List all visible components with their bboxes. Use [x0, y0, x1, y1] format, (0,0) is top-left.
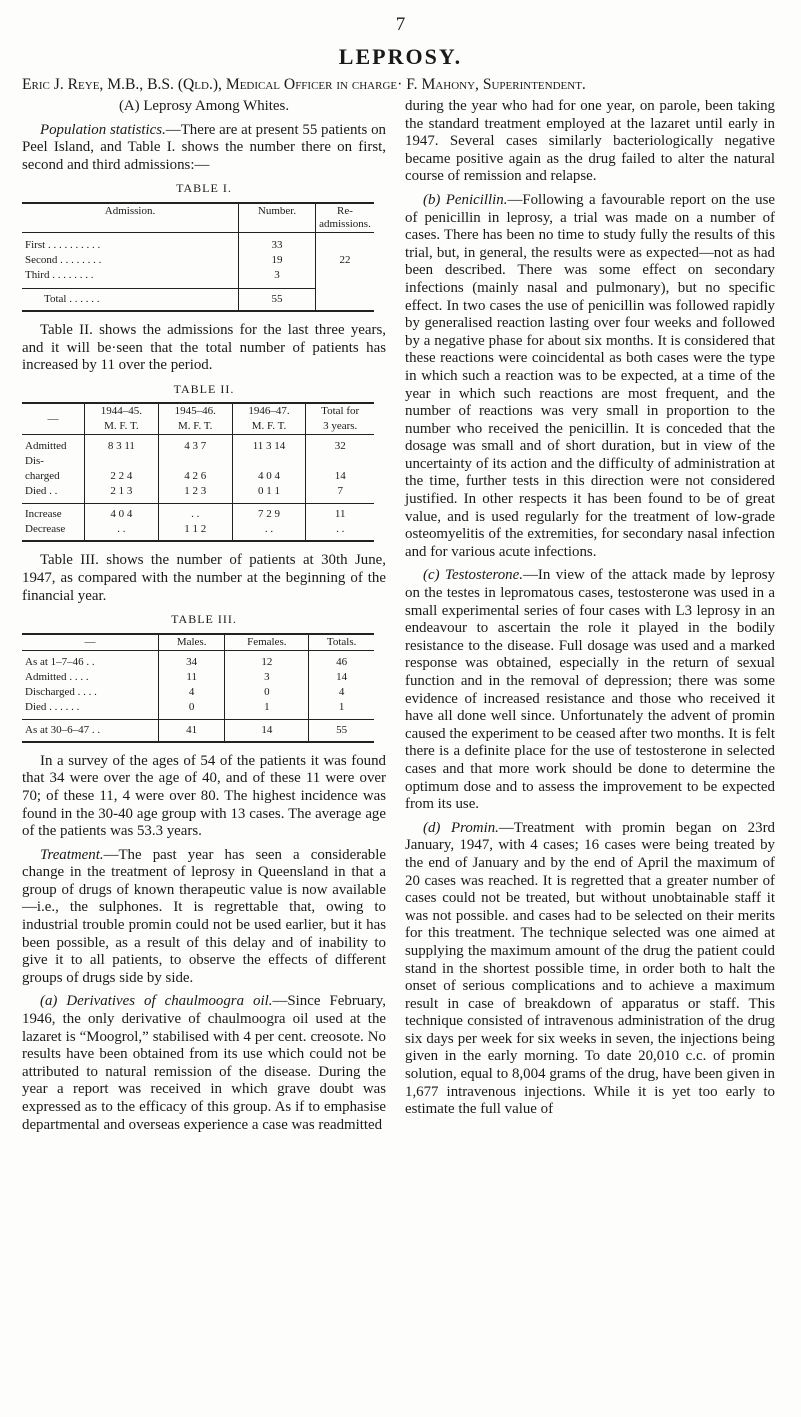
table2-row: [22, 435, 374, 455]
table1-row-number: 19: [239, 253, 316, 268]
table2-row-label: charged: [25, 470, 60, 483]
section-heading-a: (A) Leprosy Among Whites.: [118, 98, 290, 114]
table3-cell: 0: [225, 685, 309, 700]
table2-row: [22, 484, 374, 504]
chaulmoogra-continued: during the year who had for one year, on parole, been taking the standard treatment employed at the lazaret until early in 1947. Several cases similarly bacteriologically negative became positive again as the drug failed to alter the natural course of remission and relapse.: [405, 98, 775, 185]
table2-subheader: M. F. T.: [158, 419, 232, 435]
table2-row-label: Decrease: [25, 523, 66, 536]
table1-total: 55: [239, 288, 316, 311]
table1-header-number: Number.: [239, 203, 316, 233]
superintendent: F. Mahony, Superintendent.: [406, 76, 586, 93]
table3: [22, 633, 374, 743]
table1-header-admission: Admission.: [22, 203, 239, 233]
table2-cell: 4 2 6: [158, 469, 232, 484]
penicillin-text: —Following a favourable report on the use of penicillin in leprosy, a trial was made on a number of cases. There has been no time to study fully the results of this trial, but, in general, the results were as expected—not as had been described. There was some effect on secondary infections (mainly nasal and pulmonary), but no specific effect. In two cases the use of penicillin was followed rapidly by generalised reaction lasting over four weeks and followed by a negative phase for about six months. It is considered that these reactions were coincidental as both cases were the type in which such a reaction was to be expected, at a time of the year in which such reactions are most frequent, and the number of reactions was very small in proportion to the number who received the penicillin. It is conceded that the dosage was small and of short duration, but in view of the uncertainty of its action and the difficulty of administration at the time, further tests in this direction were not considered justified. In other respects it has been found to be of great value, and is used regularly for the treatment of low-grade osteomyelitis of the extremities, for secondary nasal infection and for various acute infections.: [405, 191, 776, 560]
testosterone-text: —In view of the attack made by leprosy on the testes in lepromatous cases, testosterone was used in a small experimental series of four cases with L3 leprosy in an endeavour to ascertain the role it played in the bodily resistance to the disease. Full dosage was used and a marked response was obtained, especially in the return of sexual function and in the removal of depression; there was some evidence of increased resistance and those who received it have all done well since. Unfortunately the advent of promin caused the experiment to be ceased after two months. It is felt there is a definite place for the use of testosterone in selected cases and that more work should be done to determine the optimum dose and to assess the improvement to be expected from its use.: [405, 567, 776, 813]
table1-caption: TABLE I.: [176, 181, 232, 196]
table3-cell: 4: [159, 685, 225, 700]
table2-cell: 1 2 3: [158, 484, 232, 504]
table3-header-females: Females.: [225, 634, 309, 651]
table2: [22, 402, 374, 542]
treatment-paragraph: [22, 847, 386, 988]
leader-dots: . . . .: [69, 670, 89, 683]
ages-paragraph: In a survey of the ages of 54 of the patients it was found that 34 were over the age of 40, and of these 11 were over 70; of these 11, 4 were over 80. The highest incidence was found in the 30-40 age group with 13 cases. The average age of the patients was 53.3 years.: [22, 752, 386, 840]
table3-cell: 41: [159, 719, 225, 742]
table1-total-row: [22, 288, 374, 311]
table2-subheader: 3 years.: [306, 419, 374, 435]
table2-header-1944: 1944–45.: [85, 403, 159, 419]
penicillin-paragraph: [405, 192, 775, 561]
table3-cell: 12: [225, 650, 309, 670]
staff-line: [22, 76, 792, 94]
table2-cell: 7: [306, 484, 374, 504]
table2-row: [22, 454, 374, 469]
leader-dots: . . . .: [60, 700, 80, 713]
table2-row: [22, 469, 374, 484]
table2-row-label: Died . .: [25, 485, 58, 498]
table3-row: [22, 700, 374, 720]
table2-header-blank: —: [22, 403, 85, 435]
table1-row-label: Third: [25, 268, 50, 281]
promin-paragraph: [405, 820, 775, 1119]
table3-cell: 4: [309, 685, 374, 700]
table1-row: [22, 232, 374, 253]
table3-total-row: [22, 719, 374, 742]
table2-cell: 2 1 3: [85, 484, 159, 504]
table1-header-readmissions: Re-admissions.: [316, 203, 375, 233]
table3-cell: 1: [225, 700, 309, 720]
table1-row-number: 3: [239, 268, 316, 289]
table3-cell: 14: [225, 719, 309, 742]
table2-cell: 14: [306, 469, 374, 484]
leader-dots: . . . . . .: [69, 292, 100, 305]
table2-subheader: M. F. T.: [85, 419, 159, 435]
promin-text: —Treatment with promin began on 23rd January, 1947, with 4 cases; 16 cases were being treated by the end of January and by the end of April the maximum of 20 cases was reached. It is regretted that a greater number of cases could not be treated, but without unobtainable staff it was not possible. and cases had to be selected on their merits for this treatment. The technique selected was one aimed at supplying the maximum amount of the drug the patient could stand in the shortest possible time, in order both to halt the onset of serious complications and to achieve a maximum result in case of breakdown of apparatus or staff. This technique consisted of intravenous administration of the drug six days per week for six weeks in seven, the injections being given in the early morning. To date 20,010 c.c. of promin solution, equal to 8,004 grams of the drug, have been given in 1,677 intravenous injections. While it is yet too early to estimate the full value of: [405, 819, 775, 1118]
table2-header-total: Total for: [306, 403, 374, 419]
testosterone-heading: (c) Testosterone.: [423, 567, 523, 584]
table2-row-label: Admitted: [25, 440, 67, 453]
population-text: —There are at present 55 patients on Peel Island, and Table I. shows the number there on first, second and third admissions:—: [22, 121, 387, 173]
table3-row-label: Discharged: [25, 685, 75, 698]
table2-cell: . .: [306, 522, 374, 541]
treatment-text: —The past year has seen a considerable change in the treatment of leprosy in Queensland in that a group of drugs of known therapeutic value is now available—i.e., the sulphones. It is regrettable that, owing to industrial trouble promin could not be used earlier, but it has been possible, as a result of this delay and of inability to give it to all patients, to observe the effects of different groups of drugs side by side.: [22, 846, 386, 986]
table3-cell: 11: [159, 670, 225, 685]
page-title: LEPROSY.: [338, 44, 463, 69]
table2-cell: 8 3 11: [85, 435, 159, 455]
table3-cell: 1: [309, 700, 374, 720]
table2-header-1946: 1946–47.: [232, 403, 306, 419]
testosterone-paragraph: [405, 567, 775, 813]
penicillin-heading: (b) Penicillin.: [423, 191, 508, 208]
table2-cell: 11: [306, 504, 374, 523]
table2-cell: 4 0 4: [232, 469, 306, 484]
table1-row-label: First: [25, 238, 46, 251]
table2-row: [22, 504, 374, 523]
chaulmoogra-text: —Since February, 1946, the only derivative of chaulmoogra oil used at the lazaret is “Moogrol,” stabilised with 4 per cent. creosote. No results have been obtained from its use which could not be attributed to natural remission of the disease. During the year a report was received in which grave doubt was expressed as to the efficacy of this group. As if to emphasise departmental and overseas experience a case was readmitted: [22, 993, 386, 1133]
treatment-heading: Treatment.: [40, 846, 104, 863]
leader-dots: . . . .: [77, 685, 97, 698]
population-paragraph: [22, 122, 386, 175]
table1-total-label: Total: [44, 292, 67, 305]
table2-header-1945: 1945–46.: [158, 403, 232, 419]
table2-row: [22, 522, 374, 541]
table3-row: [22, 685, 374, 700]
table2-cell: . .: [232, 522, 306, 541]
table3-cell: 3: [225, 670, 309, 685]
leader-dots: . . . . . . . . . .: [47, 238, 101, 251]
table2-cell: 4 0 4: [85, 504, 159, 523]
table1: [22, 202, 374, 312]
table3-row-label: As at 1–7–46: [25, 655, 84, 668]
table2-caption: TABLE II.: [173, 381, 235, 396]
table2-cell: 11 3 14: [232, 435, 306, 455]
table2-row-label: Dis-: [25, 455, 44, 468]
table3-header-totals: Totals.: [309, 634, 374, 651]
table3-row-label: Admitted: [25, 670, 67, 683]
leader-dots: . .: [91, 723, 101, 736]
table2-cell: . .: [158, 504, 232, 523]
chaulmoogra-paragraph: [22, 993, 386, 1134]
population-heading: Population statistics.: [40, 121, 166, 138]
chaulmoogra-heading: (a) Derivatives of chaulmoogra oil.: [40, 993, 273, 1010]
table3-caption: TABLE III.: [171, 612, 237, 627]
table3-header-blank: —: [22, 634, 159, 651]
table3-row-label: As at 30–6–47: [25, 723, 90, 736]
table2-row-label: Increase: [22, 504, 85, 523]
promin-heading: (d) Promin.: [423, 819, 499, 836]
leader-dots: . .: [86, 655, 95, 668]
table2-cell: . .: [85, 522, 159, 541]
table2-intro: Table II. shows the admissions for the last three years, and it will be·seen that the total number of patients has increased by 11 over the period.: [22, 321, 386, 374]
table3-cell: 0: [159, 700, 225, 720]
table3-header-males: Males.: [159, 634, 225, 651]
table3-cell: 14: [309, 670, 374, 685]
page-number: 7: [395, 14, 406, 35]
table3-cell: 55: [309, 719, 374, 742]
leader-dots: . . . . . . . .: [60, 253, 102, 266]
table2-cell: 7 2 9: [232, 504, 306, 523]
table2-cell: 1 1 2: [158, 522, 232, 541]
medical-officer: Eric J. Reye, M.B., B.S. (Qld.), Medical Officer in charge·: [22, 76, 403, 93]
table3-row: [22, 670, 374, 685]
table2-subheader: M. F. T.: [232, 419, 306, 435]
table3-row: [22, 650, 374, 670]
table1-readmissions: 22: [316, 232, 375, 288]
table2-cell: 4 3 7: [158, 435, 232, 455]
table2-cell: 2 2 4: [85, 469, 159, 484]
table3-intro: Table III. shows the number of patients at 30th June, 1947, as compared with the number at the beginning of the financial year.: [22, 552, 386, 604]
table1-row-label: Second: [25, 253, 58, 266]
leader-dots: . . . . . . . .: [52, 268, 94, 281]
table3-cell: 46: [309, 650, 374, 670]
table1-row-number: 33: [239, 232, 316, 253]
table2-cell: 32: [306, 435, 374, 455]
table3-row-label: Died . .: [25, 700, 58, 713]
table3-cell: 34: [159, 650, 225, 670]
table2-cell: 0 1 1: [232, 484, 306, 504]
left-column: [22, 98, 386, 1134]
right-column: [405, 98, 775, 1119]
